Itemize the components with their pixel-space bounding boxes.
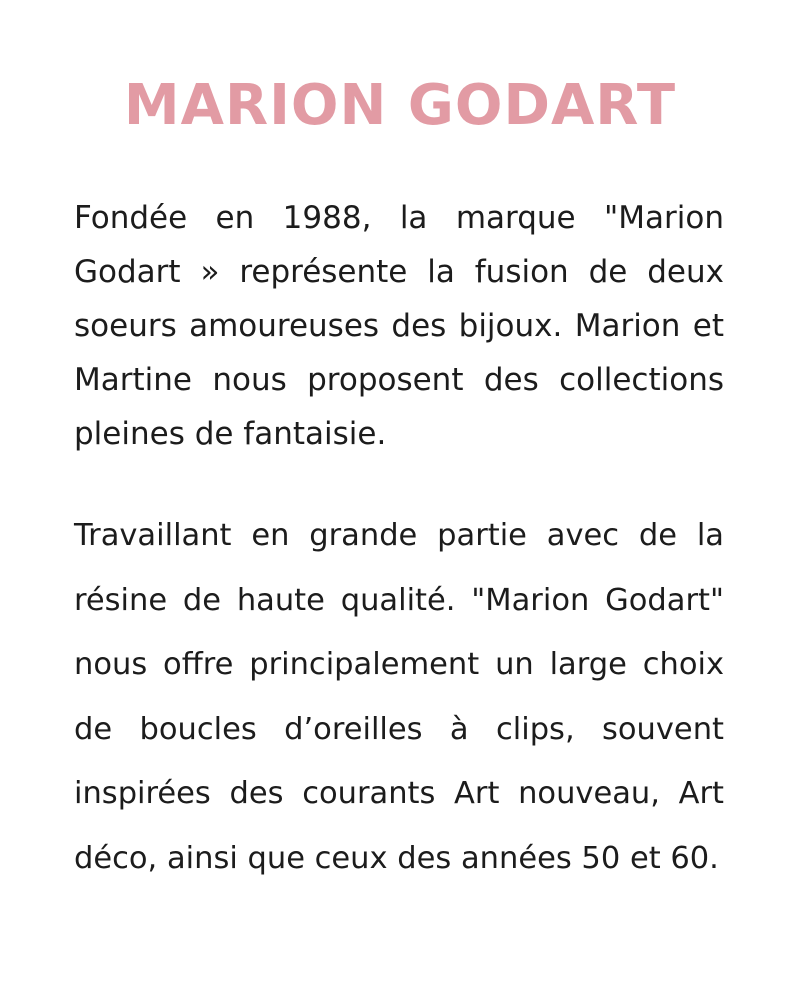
brand-title: MARION GODART [123, 73, 677, 138]
brand-history-paragraph: Fondée en 1988, la marque "Marion Godart » représente la fusion de deux soeurs amoureuses des bijoux. Marion et Martine nous proposent des collections pleines de fantaisie. [74, 200, 724, 452]
brand-products-paragraph: Travaillant en grande partie avec de la résine de haute qualité. "Marion Godart" nous offre principalement un large choix de boucles d’oreilles à clips, souvent inspirées des courants Art nouveau, Art déco, ainsi que ceux des années 50 et 60. [74, 518, 724, 876]
